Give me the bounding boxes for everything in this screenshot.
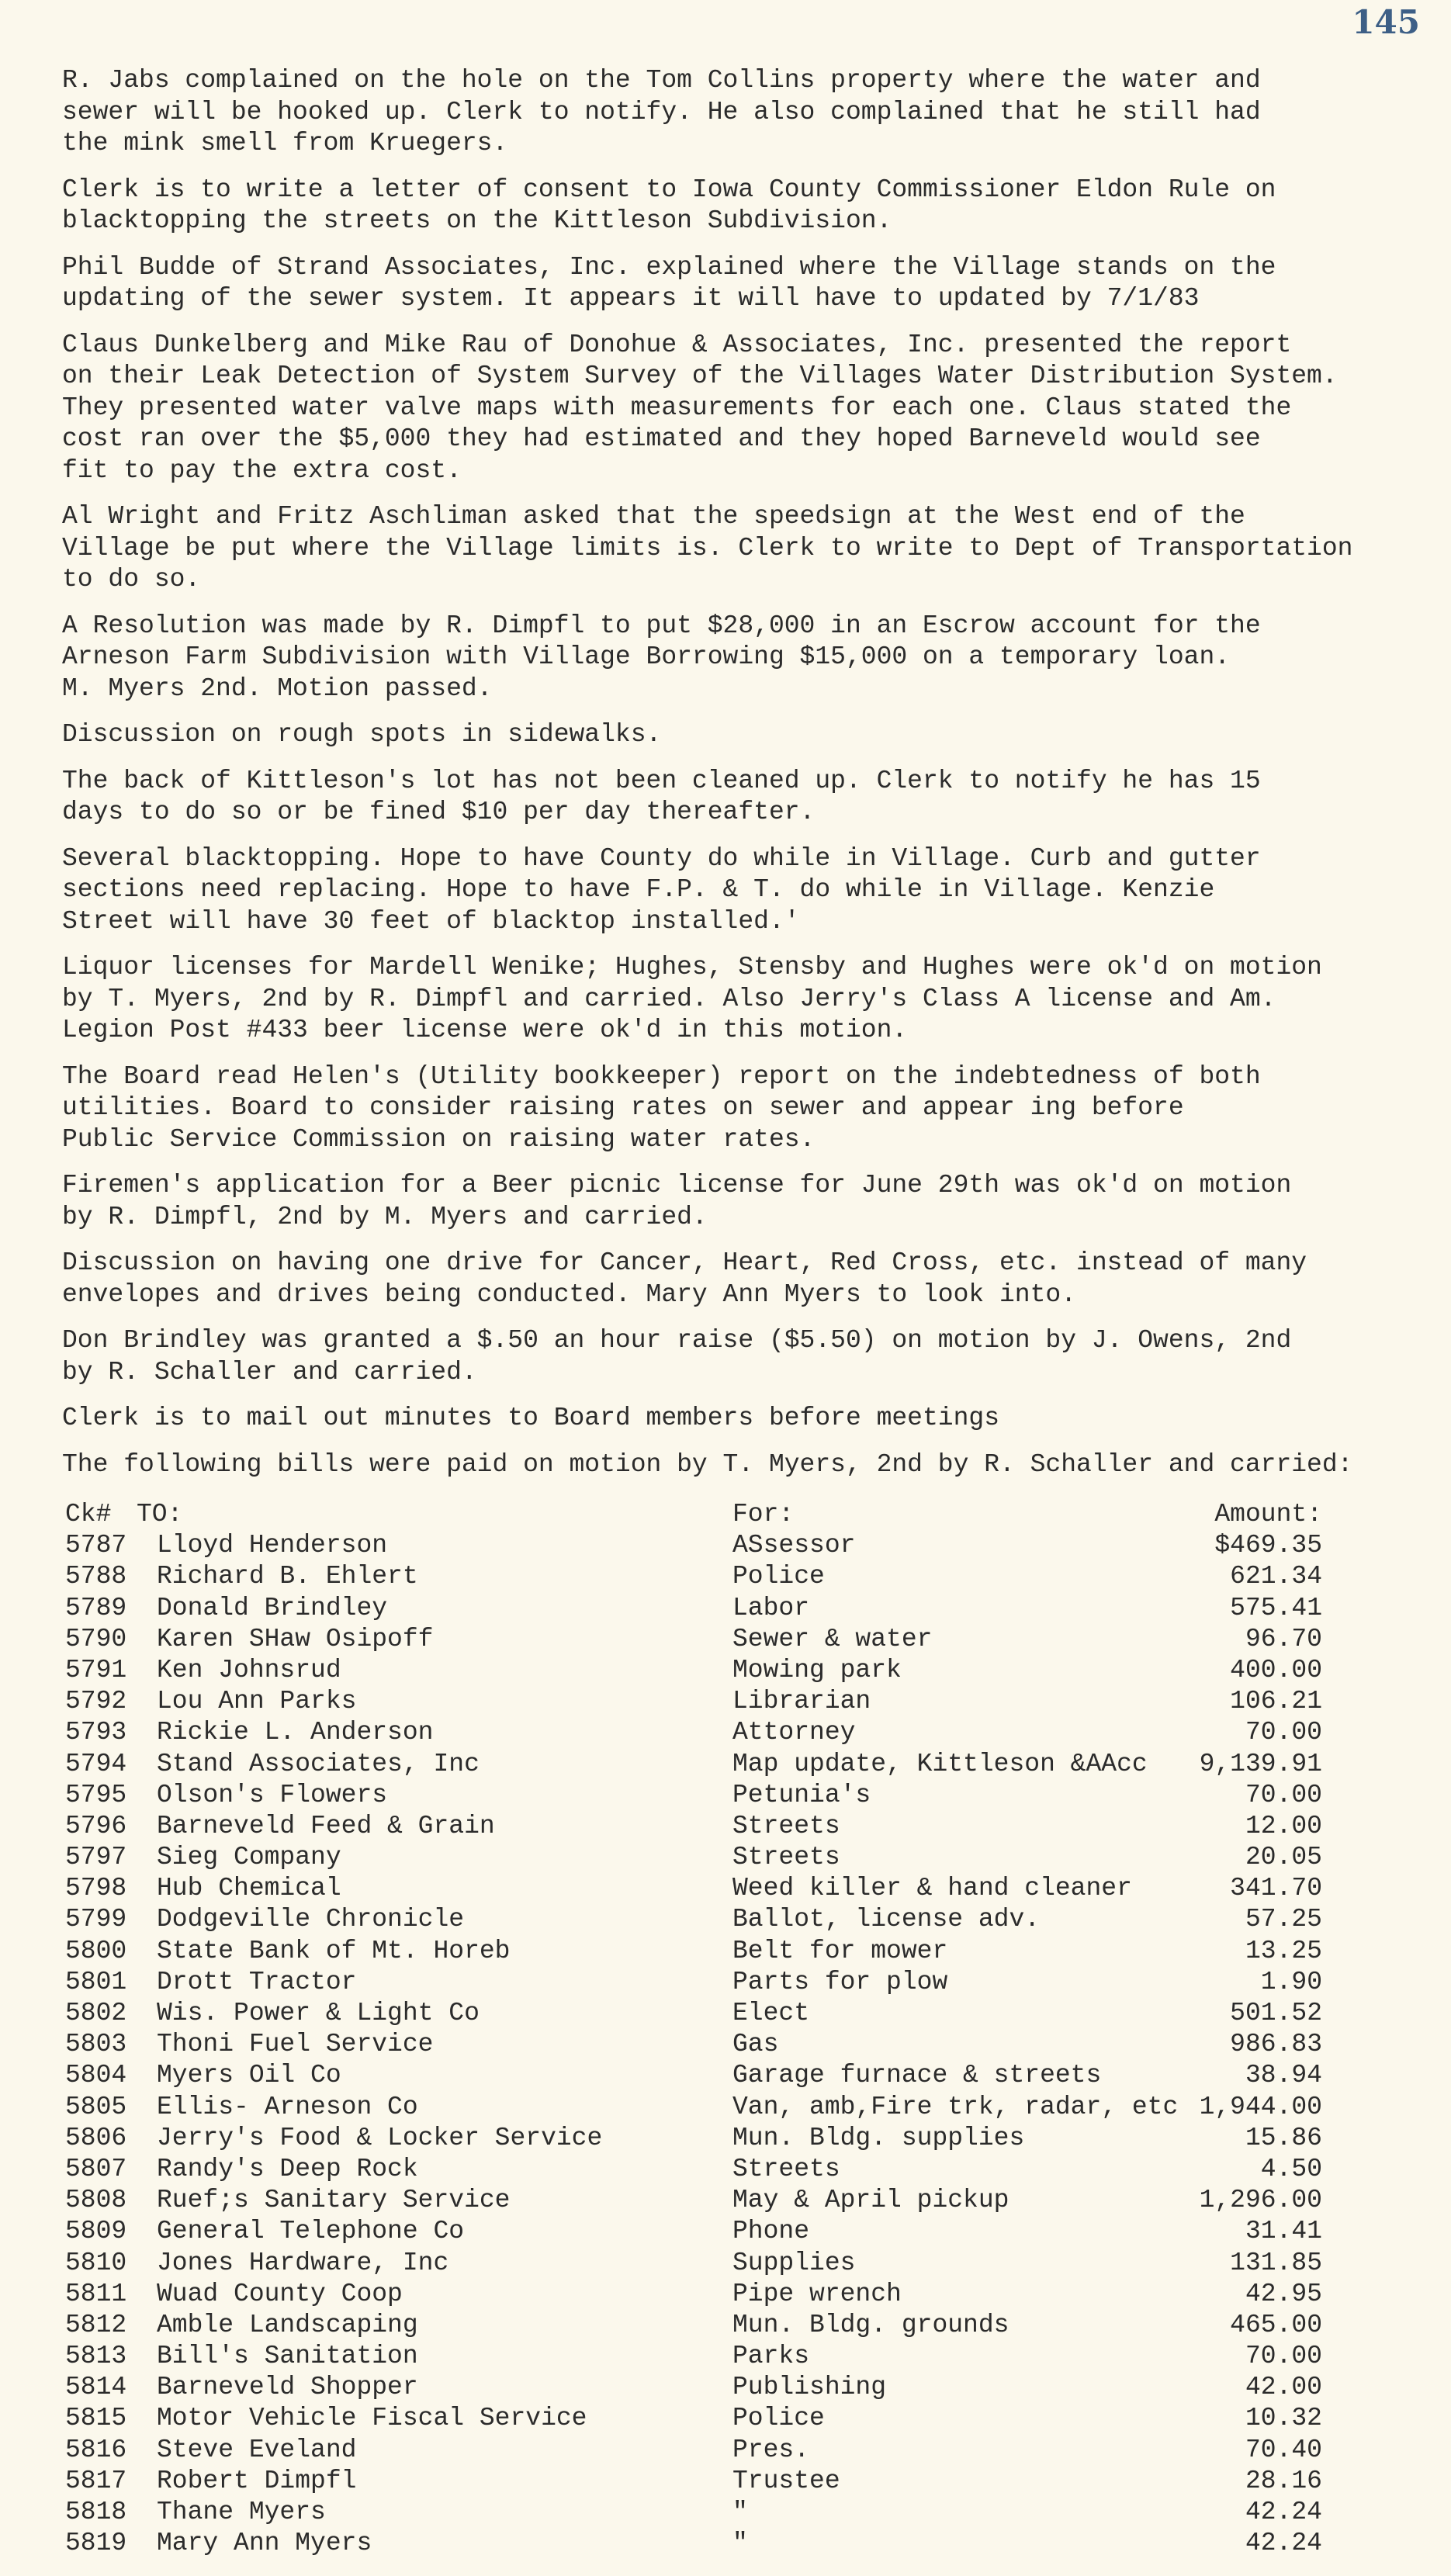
payee: Amble Landscaping xyxy=(157,2310,418,2339)
check-number: 5803 xyxy=(65,2030,127,2059)
amount: 10.32 xyxy=(1245,2404,1322,2433)
payee: Jerry's Food & Locker Service xyxy=(157,2123,603,2152)
payee: Barneveld Feed & Grain xyxy=(157,1811,495,1840)
amount: 131.85 xyxy=(1230,2248,1322,2277)
table-row xyxy=(65,2154,1322,2185)
table-row xyxy=(65,1967,1322,1998)
check-number: 5808 xyxy=(65,2186,127,2215)
payee: Donald Brindley xyxy=(157,1593,388,1622)
payee: State Bank of Mt. Horeb xyxy=(157,1936,511,1965)
amount: 42.24 xyxy=(1245,2529,1322,2558)
table-row xyxy=(65,2123,1322,2154)
amount: 1,296.00 xyxy=(1199,2186,1322,2215)
table-row xyxy=(65,2279,1322,2310)
payee: Olson's Flowers xyxy=(157,1780,388,1809)
payee: Robert Dimpfl xyxy=(157,2466,357,2495)
purpose: Publishing xyxy=(732,2373,887,2402)
amount: 42.95 xyxy=(1245,2279,1322,2308)
amount: 31.41 xyxy=(1245,2217,1322,2246)
payee: Wis. Power & Light Co xyxy=(157,1999,480,2027)
table-row xyxy=(65,1686,1322,1717)
amount: 15.86 xyxy=(1245,2123,1322,2152)
payee: Lou Ann Parks xyxy=(157,1687,357,1716)
purpose: Petunia's xyxy=(732,1780,871,1809)
paragraph: Phil Budde of Strand Associates, Inc. explained where the Village stands on the updating of the sewer system. It appears it will have to updated by 7/1/83 xyxy=(62,252,1276,313)
table-row xyxy=(65,1593,1322,1624)
check-number: 5805 xyxy=(65,2092,127,2121)
payee: Barneveld Shopper xyxy=(157,2373,418,2402)
amount: $469.35 xyxy=(1214,1531,1322,1560)
amount: 501.52 xyxy=(1230,1999,1322,2027)
check-number: 5787 xyxy=(65,1531,127,1560)
table-row xyxy=(65,2185,1322,2216)
purpose: " xyxy=(732,2529,748,2558)
purpose: Parks xyxy=(732,2342,810,2371)
paragraph: Liquor licenses for Mardell Wenike; Hughes, Stensby and Hughes were ok'd on motion by T. Myers, 2nd by R. Dimpfl and carried. Also Jerry's Class A license and Am. Legion Post #433 beer license were ok'd in this motion. xyxy=(62,953,1322,1044)
check-number: 5804 xyxy=(65,2061,127,2090)
table-row xyxy=(65,2248,1322,2279)
header-for: For: xyxy=(732,1500,795,1529)
table-row xyxy=(65,2435,1322,2466)
payee: Sieg Company xyxy=(157,1843,341,1872)
payee: Jones Hardware, Inc xyxy=(157,2248,449,2277)
payee: Hub Chemical xyxy=(157,1874,341,1903)
check-number: 5790 xyxy=(65,1624,127,1653)
purpose: Garage furnace & streets xyxy=(732,2061,1102,2090)
payee: Motor Vehicle Fiscal Service xyxy=(157,2404,587,2433)
purpose: Attorney xyxy=(732,1718,856,1747)
bills-table xyxy=(65,1499,1322,2559)
payee: Stand Associates, Inc xyxy=(157,1749,480,1778)
paragraph: A Resolution was made by R. Dimpfl to put $28,000 in an Escrow account for the Arneson Farm Subdivision with Village Borrowing $15,000 on a temporary loan. M. Myers 2nd. Motion passed. xyxy=(62,611,1261,703)
purpose: Sewer & water xyxy=(732,1624,933,1653)
header-ck: Ck# xyxy=(65,1500,112,1529)
check-number: 5813 xyxy=(65,2342,127,2371)
paragraph: The back of Kittleson's lot has not been cleaned up. Clerk to notify he has 15 days to do so or be fined $10 per day thereafter. xyxy=(62,766,1261,826)
purpose: Streets xyxy=(732,2154,840,2183)
payee: Lloyd Henderson xyxy=(157,1531,388,1560)
table-row xyxy=(65,1561,1322,1592)
table-row xyxy=(65,2216,1322,2247)
check-number: 5814 xyxy=(65,2373,127,2402)
payee: General Telephone Co xyxy=(157,2217,465,2246)
purpose: Pipe wrench xyxy=(732,2279,902,2308)
payee: Thoni Fuel Service xyxy=(157,2030,434,2059)
purpose: Streets xyxy=(732,1843,840,1872)
table-row xyxy=(65,2029,1322,2060)
payee: Richard B. Ehlert xyxy=(157,1562,418,1591)
table-row xyxy=(65,1780,1322,1811)
amount: 42.00 xyxy=(1245,2373,1322,2402)
paragraph: Discussion on rough spots in sidewalks. xyxy=(62,720,662,749)
check-number: 5797 xyxy=(65,1843,127,1872)
table-row xyxy=(65,1811,1322,1842)
purpose: Supplies xyxy=(732,2248,856,2277)
check-number: 5817 xyxy=(65,2466,127,2495)
payee: Rickie L. Anderson xyxy=(157,1718,434,1747)
amount: 4.50 xyxy=(1260,2154,1322,2183)
purpose: Mowing park xyxy=(732,1655,902,1684)
amount: 57.25 xyxy=(1245,1905,1322,1934)
amount: 1.90 xyxy=(1260,1967,1322,1996)
payee: Ken Johnsrud xyxy=(157,1655,341,1684)
paragraph: Firemen's application for a Beer picnic license for June 29th was ok'd on motion by R. Dimpfl, 2nd by M. Myers and carried. xyxy=(62,1171,1292,1231)
payee: Wuad County Coop xyxy=(157,2279,403,2308)
amount: 70.00 xyxy=(1245,2342,1322,2371)
check-number: 5809 xyxy=(65,2217,127,2246)
payee: Bill's Sanitation xyxy=(157,2342,418,2371)
check-number: 5816 xyxy=(65,2435,127,2464)
check-number: 5795 xyxy=(65,1780,127,1809)
bills-header-row xyxy=(65,1499,1322,1530)
check-number: 5791 xyxy=(65,1655,127,1684)
paragraph: Several blacktopping. Hope to have County do while in Village. Curb and gutter sections need replacing. Hope to have F.P. & T. do while in Village. Kenzie Street will have 30 feet of blacktop installed.' xyxy=(62,843,1261,936)
table-row xyxy=(65,1842,1322,1873)
minutes-body xyxy=(62,65,1397,1495)
purpose: Police xyxy=(732,1562,825,1591)
payee: Dodgeville Chronicle xyxy=(157,1905,465,1934)
purpose: Belt for mower xyxy=(732,1936,948,1965)
amount: 400.00 xyxy=(1230,1655,1322,1684)
check-number: 5815 xyxy=(65,2404,127,2433)
table-row xyxy=(65,1873,1322,1904)
table-row xyxy=(65,1749,1322,1780)
purpose: Labor xyxy=(732,1593,810,1622)
table-row xyxy=(65,2092,1322,2123)
payee: Mary Ann Myers xyxy=(157,2529,372,2558)
purpose: ASsessor xyxy=(732,1531,856,1560)
check-number: 5799 xyxy=(65,1905,127,1934)
purpose: Phone xyxy=(732,2217,810,2246)
header-to: TO: xyxy=(137,1500,183,1529)
table-row xyxy=(65,2372,1322,2403)
check-number: 5793 xyxy=(65,1718,127,1747)
purpose: " xyxy=(732,2498,748,2526)
check-number: 5811 xyxy=(65,2279,127,2308)
paragraph: Clerk is to mail out minutes to Board members before meetings xyxy=(62,1404,999,1432)
amount: 9,139.91 xyxy=(1199,1749,1322,1778)
purpose: Weed killer & hand cleaner xyxy=(732,1874,1132,1903)
paragraph: Don Brindley was granted a $.50 an hour raise ($5.50) on motion by J. Owens, 2nd by R. Schaller and carried. xyxy=(62,1326,1292,1387)
table-row xyxy=(65,1936,1322,1967)
paragraph: Claus Dunkelberg and Mike Rau of Donohue & Associates, Inc. presented the report on their Leak Detection of System Survey of the Villages Water Distribution System. They presented water valve maps with measurements for each one. Claus stated the cost ran over the $5,000 they had estimated and they hoped Barneveld would see fit to pay the extra cost. xyxy=(62,330,1338,485)
purpose: Trustee xyxy=(732,2466,840,2495)
amount: 986.83 xyxy=(1230,2030,1322,2059)
purpose: Map update, Kittleson &AAcc xyxy=(732,1749,1148,1778)
table-row xyxy=(65,2310,1322,2341)
paragraph: The following bills were paid on motion by T. Myers, 2nd by R. Schaller and carried: xyxy=(62,1449,1353,1479)
check-number: 5801 xyxy=(65,1967,127,1996)
purpose: Pres. xyxy=(732,2435,810,2464)
table-row xyxy=(65,1904,1322,1935)
table-row xyxy=(65,1717,1322,1748)
check-number: 5802 xyxy=(65,1999,127,2027)
payee: Karen SHaw Osipoff xyxy=(157,1624,434,1653)
table-row xyxy=(65,2528,1322,2559)
amount: 70.00 xyxy=(1245,1780,1322,1809)
amount: 42.24 xyxy=(1245,2498,1322,2526)
check-number: 5788 xyxy=(65,1562,127,1591)
payee: Ellis- Arneson Co xyxy=(157,2092,418,2121)
check-number: 5798 xyxy=(65,1874,127,1903)
check-number: 5810 xyxy=(65,2248,127,2277)
purpose: Elect xyxy=(732,1999,810,2027)
payee: Thane Myers xyxy=(157,2498,326,2526)
table-row xyxy=(65,1530,1322,1561)
amount: 12.00 xyxy=(1245,1811,1322,1840)
paragraph: The Board read Helen's (Utility bookkeeper) report on the indebtedness of both utilities. Board to consider raising rates on sewer and appear ing before Public Service Commission on raising water rates. xyxy=(62,1061,1261,1154)
payee: Ruef;s Sanitary Service xyxy=(157,2186,511,2215)
amount: 96.70 xyxy=(1245,1624,1322,1653)
table-row xyxy=(65,2403,1322,2434)
purpose: May & April pickup xyxy=(732,2186,1009,2215)
purpose: Librarian xyxy=(732,1687,871,1716)
amount: 13.25 xyxy=(1245,1936,1322,1965)
paragraph: R. Jabs complained on the hole on the Tom Collins property where the water and sewer will be hooked up. Clerk to notify. He also complained that he still had the mink smell from Kruegers. xyxy=(62,66,1261,158)
table-row xyxy=(65,2497,1322,2528)
purpose: Mun. Bldg. grounds xyxy=(732,2310,1009,2339)
amount: 70.40 xyxy=(1245,2435,1322,2464)
check-number: 5812 xyxy=(65,2310,127,2339)
purpose: Mun. Bldg. supplies xyxy=(732,2123,1025,2152)
table-row xyxy=(65,2341,1322,2372)
check-number: 5807 xyxy=(65,2154,127,2183)
check-number: 5792 xyxy=(65,1687,127,1716)
payee: Myers Oil Co xyxy=(157,2061,341,2090)
check-number: 5794 xyxy=(65,1749,127,1778)
amount: 38.94 xyxy=(1245,2061,1322,2090)
check-number: 5789 xyxy=(65,1593,127,1622)
check-number: 5819 xyxy=(65,2529,127,2558)
purpose: Gas xyxy=(732,2030,779,2059)
amount: 621.34 xyxy=(1230,1562,1322,1591)
payee: Randy's Deep Rock xyxy=(157,2154,418,2183)
purpose: Streets xyxy=(732,1811,840,1840)
payee: Drott Tractor xyxy=(157,1967,357,1996)
check-number: 5796 xyxy=(65,1811,127,1840)
paragraph: Clerk is to write a letter of consent to Iowa County Commissioner Eldon Rule on blacktopping the streets on the Kittleson Subdivision. xyxy=(62,175,1276,235)
check-number: 5818 xyxy=(65,2498,127,2526)
paragraph: Al Wright and Fritz Aschliman asked that the speedsign at the West end of the Village be put where the Village limits is. Clerk to write to Dept of Transportation to do so. xyxy=(62,502,1353,594)
table-row xyxy=(65,1655,1322,1686)
check-number: 5800 xyxy=(65,1936,127,1965)
table-row xyxy=(65,2060,1322,2091)
header-amount: Amount: xyxy=(1214,1500,1322,1529)
amount: 1,944.00 xyxy=(1199,2092,1322,2121)
table-row xyxy=(65,1998,1322,2029)
amount: 575.41 xyxy=(1230,1593,1322,1622)
amount: 28.16 xyxy=(1245,2466,1322,2495)
amount: 465.00 xyxy=(1230,2310,1322,2339)
amount: 20.05 xyxy=(1245,1843,1322,1872)
payee: Steve Eveland xyxy=(157,2435,357,2464)
purpose: Ballot, license adv. xyxy=(732,1905,1041,1934)
amount: 70.00 xyxy=(1245,1718,1322,1747)
check-number: 5806 xyxy=(65,2123,127,2152)
purpose: Parts for plow xyxy=(732,1967,948,1996)
purpose: Van, amb,Fire trk, radar, etc xyxy=(732,2092,1179,2121)
amount: 341.70 xyxy=(1230,1874,1322,1903)
page-number: 145 xyxy=(1352,3,1420,41)
paragraph: Discussion on having one drive for Cancer, Heart, Red Cross, etc. instead of many envelopes and drives being conducted. Mary Ann Myers to look into. xyxy=(62,1248,1307,1309)
amount: 106.21 xyxy=(1230,1687,1322,1716)
table-row xyxy=(65,1624,1322,1655)
purpose: Police xyxy=(732,2404,825,2433)
table-row xyxy=(65,2466,1322,2497)
